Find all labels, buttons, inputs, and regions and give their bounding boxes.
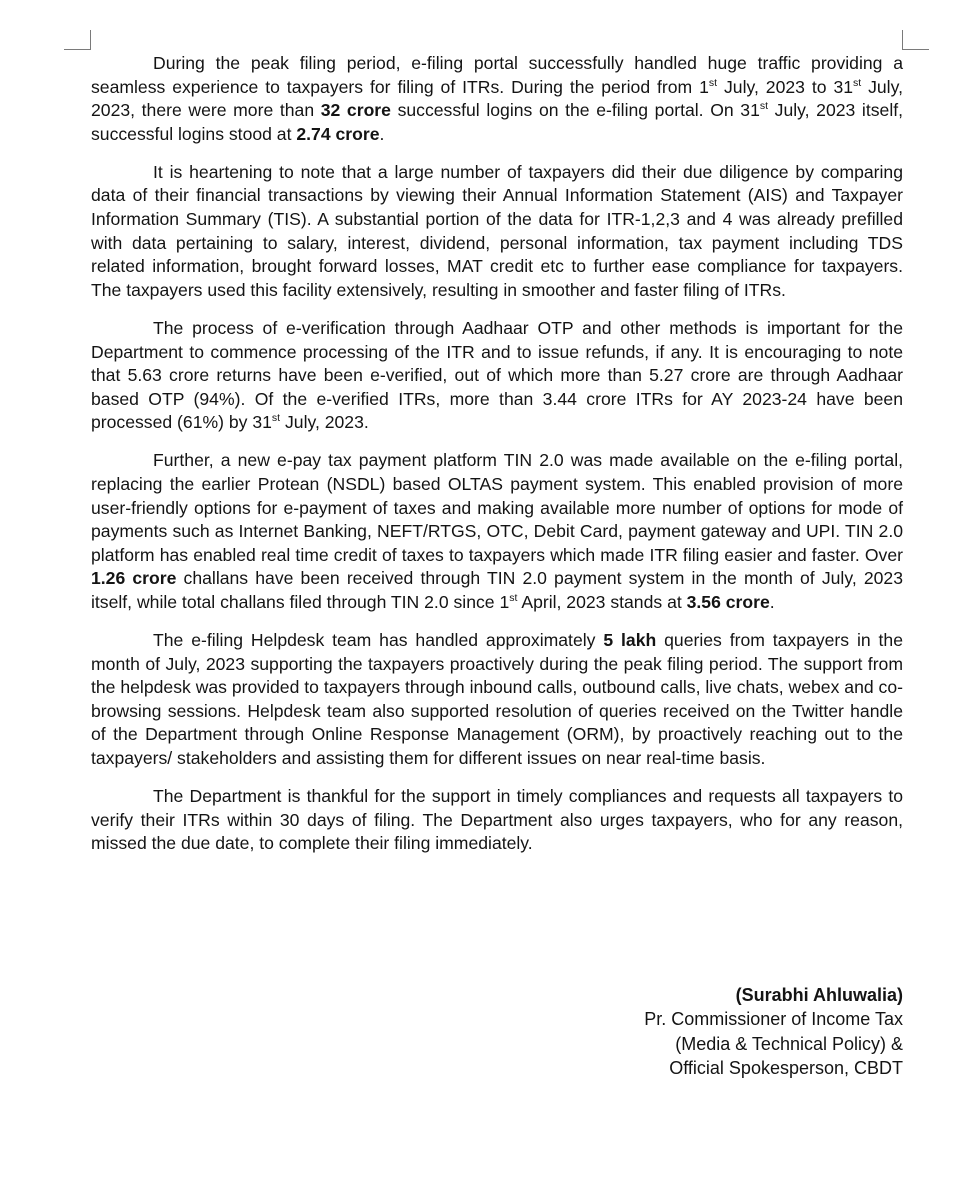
page-corner-mark-left: [64, 30, 91, 50]
ordinal-suffix: st: [759, 100, 769, 113]
text-run: The e-filing Helpdesk team has handled approximately: [153, 630, 604, 651]
document-body: [91, 52, 903, 870]
signatory-designation-line: Pr. Commissioner of Income Tax: [644, 1009, 903, 1030]
signatory-designation-line: Official Spokesperson, CBDT: [669, 1057, 903, 1078]
text-run: queries from taxpayers in the month of July, 2023 supporting the taxpayers proactively during the peak filing period. The support from the helpdesk was provided to taxpayers through inbound calls, outbound calls, live chats, webex and co-browsing sessions. Helpdesk team also supported resolution of queries received on the Twitter handle of the Department through Online Response Management (ORM), by proactively reaching out to the taxpayers/ stakeholders and assisting them for different issues on near real-time basis.: [91, 630, 903, 769]
highlighted-figure: 32 crore: [320, 100, 391, 121]
paragraph-ais-tis: [91, 161, 903, 303]
ordinal-suffix: st: [271, 412, 281, 425]
ordinal-suffix: st: [509, 591, 518, 604]
signatory-designation-line: (Media & Technical Policy) &: [675, 1033, 903, 1054]
paragraph-peak-filing: [91, 52, 903, 146]
text-run: July, 2023 to 31: [717, 76, 854, 97]
ordinal-suffix: st: [708, 76, 718, 89]
text-run: The Department is thankful for the support in timely compliances and requests all taxpayers to verify their ITRs within 30 days of filing. The Department also urges taxpayers, who for any reason, missed the due date, to complete their filing immediately.: [91, 786, 903, 854]
page-corner-mark-right: [902, 30, 929, 50]
paragraph-tin-2-0: [91, 449, 903, 614]
paragraph-closing: [91, 785, 903, 856]
text-run: Further, a new e-pay tax payment platform TIN 2.0 was made available on the e-filing portal, replacing the earlier Protean (NSDL) based OLTAS payment system. This enabled provision of more user-friendly options for e-payment of taxes and making available more number of options for mode of payments such as Internet Banking, NEFT/RTGS, OTC, Debit Card, payment gateway and UPI. TIN 2.0 platform has enabled real time credit of taxes to taxpayers which made ITR filing easier and faster. Over: [91, 450, 903, 565]
highlighted-figure: 5 lakh: [603, 630, 657, 651]
text-run: It is heartening to note that a large number of taxpayers did their due diligence by comparing data of their financial transactions by viewing their Annual Information Statement (AIS) and Taxpayer Information Summary (TIS). A substantial portion of the data for ITR-1,2,3 and 4 was already prefilled with data pertaining to salary, interest, dividend, personal information, tax payment including TDS related information, brought forward losses, MAT credit etc to further ease compliance for taxpayers. The taxpayers used this facility extensively, resulting in smoother and faster filing of ITRs.: [91, 161, 903, 300]
text-run: .: [769, 591, 775, 612]
text-run: July, 2023.: [280, 412, 369, 433]
highlighted-figure: 3.56 crore: [686, 591, 770, 612]
text-run: The process of e-verification through Aadhaar OTP and other methods is important for the Department to commence processing of the ITR and to issue refunds, if any. It is encouraging to note that 5.63 crore returns have been e-verified, out of which more than 5.27 crore are through Aadhaar based OTP (94%). Of the e-verified ITRs, more than 3.44 crore ITRs for AY 2023-24 have been processed (61%) by 31: [91, 317, 903, 433]
text-run: .: [379, 123, 385, 144]
signature-block: [644, 983, 903, 1080]
highlighted-figure: 2.74 crore: [296, 123, 380, 144]
paragraph-helpdesk: [91, 629, 903, 771]
paragraph-e-verification: [91, 317, 903, 435]
highlighted-figure: 1.26 crore: [91, 568, 177, 589]
ordinal-suffix: st: [853, 76, 862, 89]
text-run: During the peak filing period, e-filing portal successfully handled huge traffic providing a seamless experience to taxpayers for filing of ITRs. During the period from 1: [91, 53, 903, 97]
text-run: July, 2023 itself, successful logins stood at: [91, 100, 904, 144]
text-run: April, 2023 stands at: [517, 591, 687, 612]
text-run: successful logins on the e-filing portal. On 31: [390, 100, 760, 121]
text-run: July, 2023, there were more than: [91, 76, 903, 121]
text-run: challans have been received through TIN 2.0 payment system in the month of July, 2023 itself, while total challans filed through TIN 2.0 since 1: [91, 568, 903, 612]
signatory-name: (Surabhi Ahluwalia): [735, 985, 903, 1005]
